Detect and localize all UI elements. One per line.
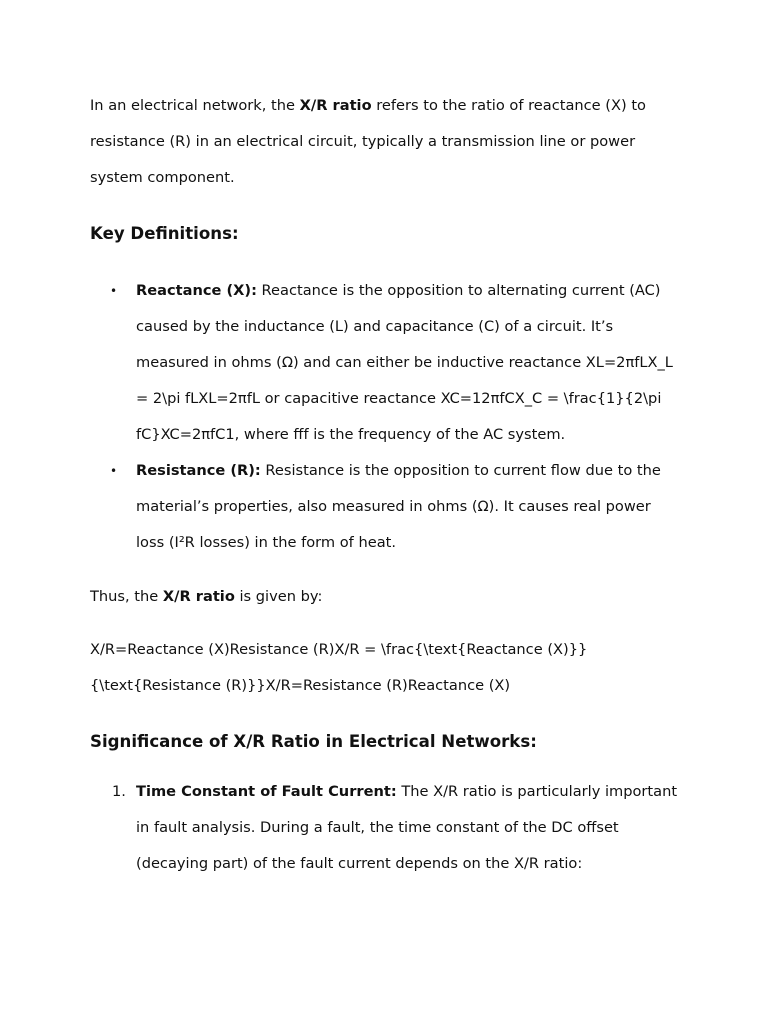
list-item — [90, 453, 680, 561]
list-number: 1. — [112, 783, 126, 800]
definitions-list — [90, 273, 680, 561]
intro-bold-term: X/R ratio — [299, 97, 372, 114]
significance-term: Time Constant of Fault Current: — [136, 783, 397, 800]
definition-term: Resistance (R): — [136, 462, 261, 479]
significance-heading: Significance of X/R Ratio in Electrical Networks: — [90, 732, 537, 751]
key-definitions-heading: Key Definitions: — [90, 224, 239, 243]
bullet-icon: • — [110, 284, 118, 298]
definition-term: Reactance (X): — [136, 282, 257, 299]
thus-paragraph — [90, 579, 680, 615]
document-page — [90, 88, 680, 882]
thus-bold-term: X/R ratio — [162, 588, 235, 605]
definition-text: Resistance is the opposition to current flow due to the material’s properties, also measured in ohms (Ω). It causes real power loss (I²R losses) in the form of heat. — [136, 462, 661, 551]
list-item — [90, 774, 680, 882]
intro-paragraph — [90, 88, 680, 196]
definition-text: Reactance is the opposition to alternating current (AC) caused by the inductance (L) and capacitance (C) of a circuit. It’s measured in ohms (Ω) and can either be inductive reactance XL=2πfLX_L = 2\pi fLXL​=2πfL or capacitive reactance XC=12πfCX_C = \frac{1}{2\pi fC}XC​=2πfC1​, where fff is the frequency of the AC system. — [136, 282, 673, 443]
intro-text-end: refers to the ratio of reactance (X) to resistance (R) in an electrical circuit, typically a transmission line or power system component. — [90, 97, 646, 186]
thus-text-end: is given by: — [234, 588, 323, 605]
significance-list — [90, 774, 680, 882]
significance-text: The X/R ratio is particularly important in fault analysis. During a fault, the time constant of the DC offset (decaying part) of the fault current depends on the X/R ratio: — [136, 783, 678, 872]
thus-text-start: Thus, the — [90, 588, 163, 605]
intro-text-start: In an electrical network, the — [90, 97, 300, 114]
xr-formula: X/R=Reactance (X)Resistance (R)X/R = \frac{\text{Reactance (X)}}{\text{Resistance (R)}}X/R=Resistance (R)Reactance (X)​ — [90, 641, 588, 694]
bullet-icon: • — [110, 464, 118, 478]
list-item — [90, 273, 680, 453]
